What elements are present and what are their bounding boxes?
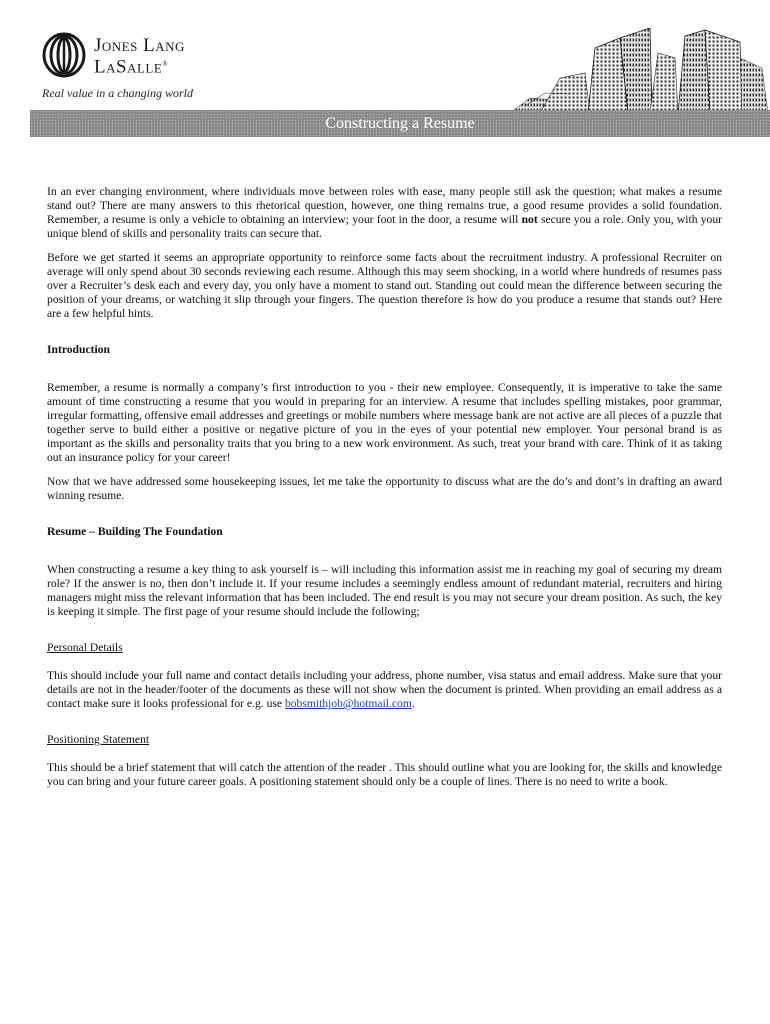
heading-introduction: Introduction	[47, 343, 110, 356]
personal-details-end: .	[411, 697, 415, 710]
paragraph-intro-end: secure you a role. Only you, with your unique blend of skills and personality traits can secure that.	[47, 213, 722, 240]
document-title-bar	[30, 110, 770, 137]
logo-line-2-wrap	[94, 55, 185, 77]
personal-details-text: This should include your full name and contact details including your address, phone number, visa status and email address. Make sure that your details are not in the header/footer of the documents as these will not show when the document is printed. When providing an email address as a contact make sure it looks professional for e.g. use	[47, 669, 722, 710]
paragraph-recruiter-facts: Before we get started it seems an appropriate opportunity to reinforce some facts about the recruitment industry. A professional Recruiter on average will only spend about 30 seconds reviewing each resume. Although this may seem shocking, in a world where hundreds of resumes pass over a Recruiter’s desk each and every day, you only have a moment to stand out. Standing out could mean the difference between securing the position of your dreams, or watching it slip through your fingers. The question therefore is how do you produce a resume that stands out? Here are a few helpful hints.	[47, 251, 722, 320]
city-skyline-icon	[500, 28, 770, 113]
logo-line-2: LaSalle	[94, 56, 163, 78]
paragraph-intro-text: In an ever changing environment, where individuals move between roles with ease, many people still ask the question; what makes a resume stand out? There are many answers to this rhetorical question, however, one thing remains true, a good resume provides a solid foundation. Remember, a resume is only a vehicle to obtaining an interview; your foot in the door, a resume will	[47, 185, 722, 226]
paragraph-intro	[47, 185, 722, 241]
paragraph-housekeeping: Now that we have addressed some housekeeping issues, let me take the opportunity to discuss what are the do’s and dont’s in drafting an award winning resume.	[47, 475, 722, 502]
example-email-link[interactable]: bobsmithjob@hotmail.com	[284, 697, 412, 710]
paragraph-keep-simple: When constructing a resume a key thing to ask yourself is – will including this information assist me in reaching my goal of securing my dream role? If the answer is no, then don’t include it. If your resume includes a seemingly endless amount of redundant material, recruiters and hiring managers might miss the relevant information that has been included. The end result is you may not secure your dream position. As such, the key is keeping it simple. The first page of your resume should include the following;	[47, 563, 722, 618]
paragraph-personal-details	[47, 669, 722, 711]
paragraph-first-impression: Remember, a resume is normally a company’s first introduction to you - their new employee. Consequently, it is imperative to take the same amount of time constructing a resume that you would in preparing for an interview. A resume that includes spelling mistakes, poor grammar, irregular formatting, offensive email addresses and greetings or mobile numbers where message bank are not active are all pieces of a puzzle that together serve to build either a positive or negative picture of you in the eyes of your potential new employer. Your personal brand is as important as the skills and personality traits that you bring to a new work environment. As such, treat your brand with care. Think of it as taking out an insurance policy for your career!	[47, 381, 722, 464]
jll-rings-logo-icon	[42, 32, 86, 78]
tagline: Real value in a changing world	[42, 86, 193, 100]
heading-positioning-statement: Positioning Statement	[47, 733, 150, 746]
trademark-mark: ®	[162, 60, 169, 68]
company-logo	[42, 32, 192, 82]
document-title: Constructing a Resume	[325, 115, 475, 132]
logo-wordmark	[94, 36, 185, 77]
logo-line-1: Jones Lang	[94, 35, 185, 56]
paragraph-positioning-statement: This should be a brief statement that will catch the attention of the reader . This should outline what you are looking for, the skills and knowledge you can bring and your future career goals. A positioning statement should only be a couple of lines. There is no need to write a book.	[47, 761, 722, 788]
heading-foundation: Resume – Building The Foundation	[47, 525, 223, 538]
heading-personal-details: Personal Details	[47, 641, 123, 654]
page-header	[0, 0, 770, 140]
paragraph-intro-bold: not	[521, 213, 538, 226]
document-body	[47, 185, 722, 799]
